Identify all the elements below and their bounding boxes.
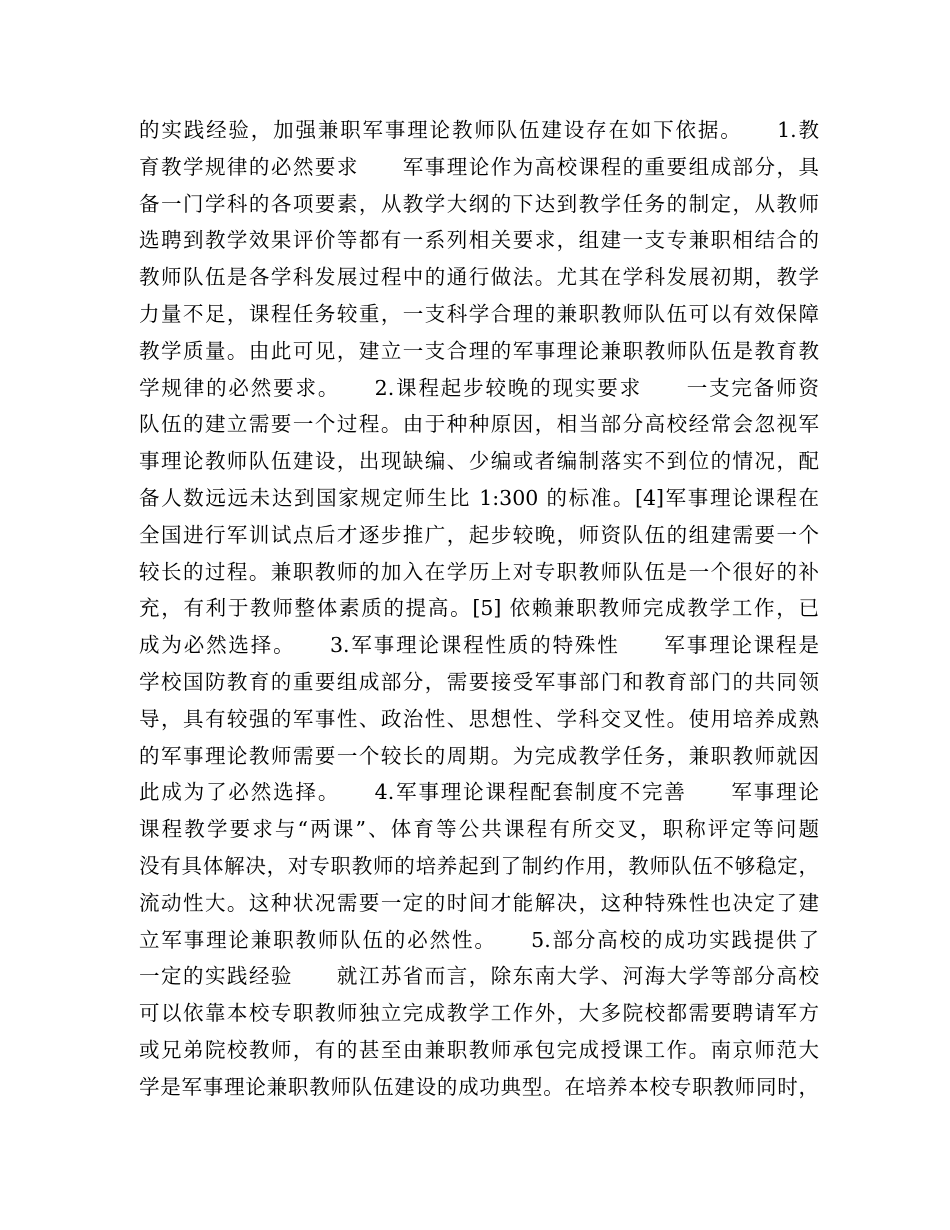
text-line: 教学质量。由此可见，建立一支合理的军事理论兼职教师队伍是教育教 (139, 338, 819, 363)
text-line: 没有具体解决，对专职教师的培养起到了制约作用，教师队伍不够稳定， (139, 853, 819, 878)
text-line: 的军事理论教师需要一个较长的周期。为完成教学任务，兼职教师就因 (139, 743, 819, 768)
text-line: 的实践经验，加强兼职军事理论教师队伍建设存在如下依据。 1.教 (139, 118, 819, 142)
text-line: 立军事理论兼职教师队伍的必然性。 5.部分高校的成功实践提供了 (139, 927, 819, 952)
text-line: 育教学规律的必然要求 军事理论作为高校课程的重要组成部分，具 (139, 154, 819, 179)
text-line: 可以依靠本校专职教师独立完成教学工作外，大多院校都需要聘请军方 (139, 1001, 819, 1026)
text-line: 学校国防教育的重要组成部分，需要接受军事部门和教育部门的共同领 (139, 669, 819, 694)
text-line: 课程教学要求与“两课”、体育等公共课程有所交叉，职称评定等问题 (139, 817, 819, 842)
text-line: 学规律的必然要求。 2.课程起步较晚的现实要求 一支完备师资 (139, 375, 819, 400)
text-line: 备人数远远未达到国家规定师生比 1:300 的标准。[4]军事理论课程在 (139, 485, 819, 510)
text-line: 充，有利于教师整体素质的提高。[5] 依赖兼职教师完成教学工作，已 (139, 596, 819, 621)
text-line: 队伍的建立需要一个过程。由于种种原因，相当部分高校经常会忽视军 (139, 412, 819, 437)
text-line: 力量不足，课程任务较重，一支科学合理的兼职教师队伍可以有效保障 (139, 301, 819, 326)
text-line: 教师队伍是各学科发展过程中的通行做法。尤其在学科发展初期，教学 (139, 265, 819, 290)
text-line: 备一门学科的各项要素，从教学大纲的下达到教学任务的制定，从教师 (139, 191, 819, 216)
text-line: 事理论教师队伍建设，出现缺编、少编或者编制落实不到位的情况，配 (139, 449, 819, 474)
text-line: 学是军事理论兼职教师队伍建设的成功典型。在培养本校专职教师同时， (139, 1074, 819, 1099)
body-text (139, 112, 819, 1106)
text-line: 选聘到教学效果评价等都有一系列相关要求，组建一支专兼职相结合的 (139, 228, 819, 253)
text-line: 此成为了必然选择。 4.军事理论课程配套制度不完善 军事理论 (139, 780, 819, 805)
text-line: 流动性大。这种状况需要一定的时间才能解决，这种特殊性也决定了建 (139, 890, 819, 915)
text-line: 或兄弟院校教师，有的甚至由兼职教师承包完成授课工作。南京师范大 (139, 1037, 819, 1062)
text-line: 成为必然选择。 3.军事理论课程性质的特殊性 军事理论课程是 (139, 633, 819, 658)
text-line: 一定的实践经验 就江苏省而言，除东南大学、河海大学等部分高校 (139, 964, 819, 989)
text-line: 导，具有较强的军事性、政治性、思想性、学科交叉性。使用培养成熟 (139, 706, 819, 731)
text-line: 全国进行军训试点后才逐步推广，起步较晚，师资队伍的组建需要一个 (139, 522, 819, 547)
text-line: 较长的过程。兼职教师的加入在学历上对专职教师队伍是一个很好的补 (139, 559, 819, 584)
